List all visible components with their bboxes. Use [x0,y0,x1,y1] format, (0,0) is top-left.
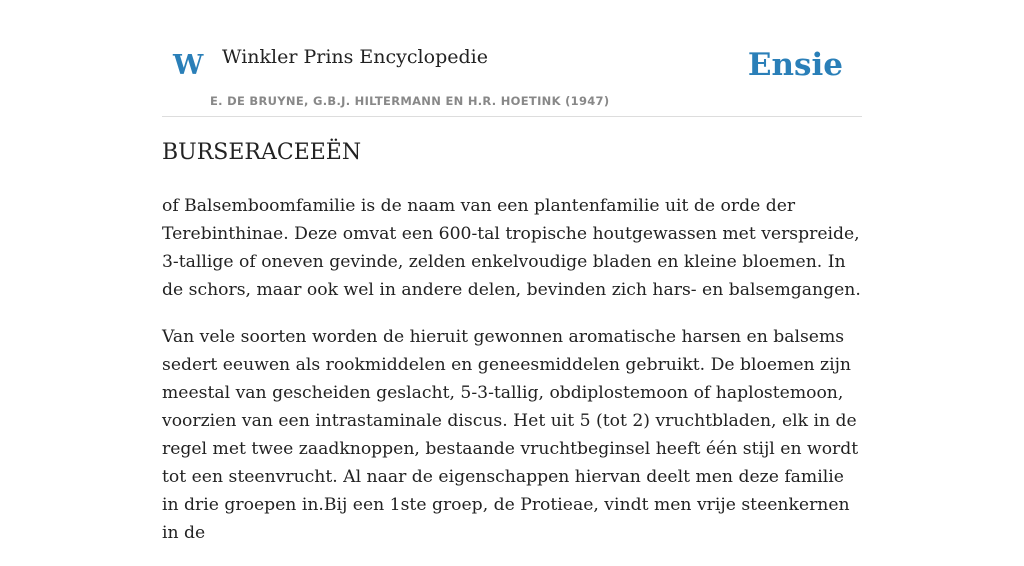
article-body [162,192,862,566]
encyclopedia-title[interactable]: Winkler Prins Encyclopedie [222,46,488,68]
authors-line: E. DE BRUYNE, G.B.J. HILTERMANN EN H.R. HOETINK (1947) [210,94,610,108]
site-header [162,0,862,117]
article-paragraph: of Balsemboomfamilie is de naam van een plantenfamilie uit de orde der Terebinthinae. Deze omvat een 600-tal tropische houtgewassen met verspreide, 3-tallige of oneven gevinde, zelden enkelvoudige bladen en kleine bloemen. In de schors, maar ook wel in andere delen, bevinden zich hars- en balsemgangen. [162,196,861,300]
article-paragraph: Van vele soorten worden de hieruit gewonnen aromatische harsen en balsems sedert eeuwen als rookmiddelen en geneesmiddelen gebruikt. De bloemen zijn meestal van gescheiden geslacht, 5-3-tallig, obdiplostemoon of haplostemoon, voorzien van een intrastaminale discus. Het uit 5 (tot 2) vruchtbladen, elk in de regel met twee zaadknoppen, bestaande vruchtbeginsel heeft één stijl en wordt tot een steenvrucht. Al naar de eigenschappen hiervan deelt men deze familie in drie groepen in.Bij een 1ste groep, de Protieae, vindt men vrije steenkernen in de [162,327,859,543]
winkler-prins-logo[interactable]: W [173,50,204,81]
ensie-logo[interactable]: Ensie [747,47,843,83]
article-title: BURSERACEEËN [162,140,362,165]
